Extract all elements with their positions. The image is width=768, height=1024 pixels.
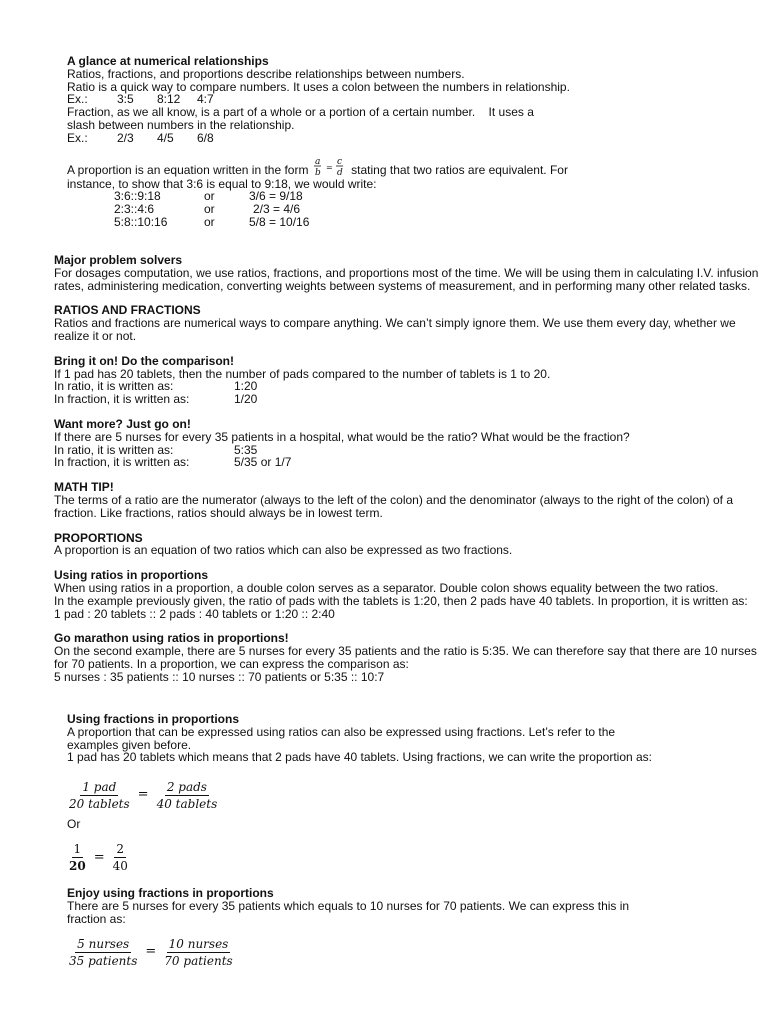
row-value: 1/20 [234,392,258,407]
section-heading: MATH TIP! [54,480,114,495]
paragraph: A proportion that can be expressed using ratios can also be expressed using fractions. Let’s refer to the examples given before. [67,724,616,752]
ratio-proportion: 2:3::4:6 [114,202,155,217]
paragraph: 1 pad : 20 tablets :: 2 pads : 40 tablets or 1:20 :: 2:40 [54,606,335,621]
ratio-proportion: 3:6::9:18 [114,189,161,204]
row-label: In fraction, it is written as: [54,392,190,407]
example-item: 4/5 [157,130,174,145]
ratio-definition: Ratio is a quick way to compare numbers. It uses a colon between the numbers in relationship. [67,79,570,94]
fraction [67,780,132,811]
paragraph: 5 nurses : 35 patients :: 10 nurses :: 70 patients or 5:35 :: 10:7 [54,669,385,684]
numerator: 2 pads [166,779,207,794]
fraction [155,780,220,811]
paragraph: There are 5 nurses for every 35 patients which equals to 10 nurses for 70 patients. We can express this in fraction as: [67,898,630,926]
fraction-definition-cont: slash between numbers in the relationship. [67,117,295,132]
fraction [67,842,88,873]
example-label: Ex.: [67,130,88,145]
fraction-equation [67,841,667,875]
denominator: 70 patients [164,953,233,968]
numerator: 1 pad [82,779,117,794]
equals-sign: = [145,943,157,959]
numerator: 1 [73,842,82,857]
svg-text:c: c [336,156,342,167]
example-item: 8:12 [157,92,181,107]
row-label: In ratio, it is written as: [54,379,174,394]
intro-line: Ratios, fractions, and proportions describe relationships between numbers. [67,66,465,81]
fraction [67,937,139,968]
fraction-equation [67,778,667,812]
section-heading: Using fractions in proportions [67,712,240,726]
denominator: 35 patients [69,953,138,968]
section-heading: RATIOS AND FRACTIONS [54,303,201,318]
row-label: In fraction, it is written as: [54,455,190,470]
paragraph: On the second example, there are 5 nurses for every 35 patients and the ratio is 5:35. We can therefore say that there are 10 nurses for 70 patients. In a proportion, we can express the comparison as: [54,644,757,671]
example-item: 6/8 [197,130,214,145]
intro-section [67,55,667,229]
paragraph: The terms of a ratio are the numerator (always to the left of the colon) and the denominator (always to the right of the colon) of a fraction. Like fractions, ratios should always be in lowest term. [54,492,734,520]
fraction [111,842,130,873]
proportion-example-row [67,216,667,229]
denominator: 40 [112,859,128,874]
fraction-definition: Fraction, as we all know, is a part of a whole or a portion of a certain number. It uses a [67,105,534,120]
fraction [162,937,234,968]
fraction-proportion: 2/3 = 4/6 [253,202,301,217]
fraction-proportion: 3/6 = 9/18 [249,189,303,204]
example-label: Ex.: [67,92,88,107]
fraction-row [54,393,766,406]
proportion-form-formula [312,156,348,178]
section-heading: Go marathon using ratios in proportions! [54,631,289,646]
svg-text:d: d [336,167,343,178]
denominator: 40 tablets [156,796,218,811]
row-value: 5:35 [234,442,258,457]
example-item: 2/3 [117,130,134,145]
ratio-proportion: 5:8::10:16 [114,214,168,229]
paragraph: If there are 5 nurses for every 35 patients in a hospital, what would be the ratio? What would be the fraction? [54,429,630,444]
fraction-proportion: 5/8 = 10/16 [249,214,310,229]
equals-sign: = [93,849,105,865]
section-heading: Bring it on! Do the comparison! [54,353,234,368]
example-item: 3:5 [117,92,134,107]
fraction-equation [67,935,667,969]
or-text: or [204,202,215,217]
or-text: or [204,214,215,229]
numerator: 10 nurses [168,936,229,951]
paragraph: When using ratios in a proportion, a double colon serves as a separator. Double colon shows equality between the two ratios. [54,580,719,595]
intro-heading: A glance at numerical relationships [67,54,269,68]
section-heading: Enjoy using fractions in proportions [67,885,274,900]
fractions-section [67,713,667,975]
proportion-example-row [67,190,667,203]
equals-sign: = [137,786,149,802]
numerator: 2 [116,842,125,857]
paragraph: For dosages computation, we use ratios, fractions, and proportions most of the time. We will be using them in calculating I.V. infusion rates, administering medication, converting weights between systems of measurement, and in performing many other related tasks. [54,265,759,293]
section-heading: Major problem solvers [54,253,183,267]
denominator: 20 [69,859,86,874]
main-section [54,254,766,684]
proportion-instance: instance, to show that 3:6 is equal to 9:18, we would write: [67,176,377,191]
fraction-examples [67,132,667,145]
denominator: 20 tablets [69,796,130,811]
proportion-def-pre: A proportion is an equation written in the form [67,162,309,177]
paragraph: A proportion is an equation of two ratios which can also be expressed as two fractions. [54,543,513,558]
paragraph: If 1 pad has 20 tablets, then the number of pads compared to the number of tablets is 1 to 20. [54,366,551,381]
paragraph: In the example previously given, the ratio of pads with the tablets is 1:20, then 2 pads have 40 tablets. In proportion, it is written as: [54,593,748,608]
svg-text:a: a [314,156,321,167]
paragraph: 1 pad has 20 tablets which means that 2 pads have 40 tablets. Using fractions, we can write the proportion as: [67,750,653,765]
row-value: 1:20 [234,379,258,394]
section-heading: Using ratios in proportions [54,568,209,583]
svg-text:=: = [325,162,333,172]
row-value: 5/35 or 1/7 [234,455,292,470]
fraction-row [54,456,766,469]
or-text: or [204,189,215,204]
section-heading: Want more? Just go on! [54,416,191,431]
proportion-form-graphic [312,156,348,178]
section-heading: PROPORTIONS [54,530,143,545]
example-item: 4:7 [197,92,214,107]
svg-text:b: b [314,167,321,178]
row-label: In ratio, it is written as: [54,442,174,457]
numerator: 5 nurses [77,936,130,951]
or-text: Or [67,817,81,832]
proportion-definition [67,156,667,178]
paragraph: Ratios and fractions are numerical ways to compare anything. We can’t simply ignore them. We use them every day, whether we realize it or not. [54,316,736,343]
proportion-def-post: stating that two ratios are equivalent. For [351,162,568,177]
